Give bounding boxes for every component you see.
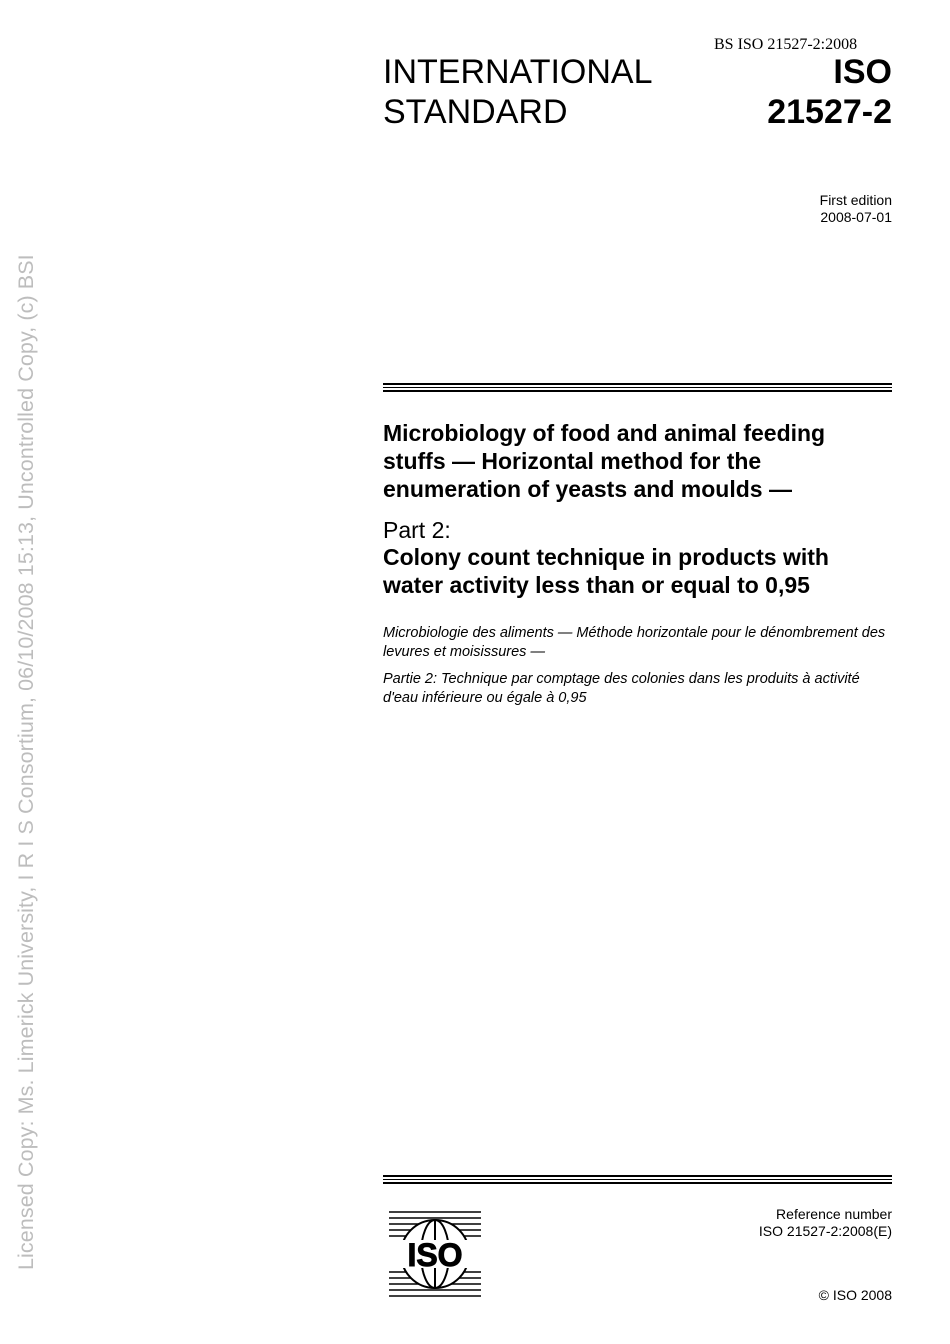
english-part-label: Part 2: bbox=[383, 517, 451, 543]
license-watermark: Licensed Copy: Ms. Limerick University, I R I S Consortium, 06/10/2008 15:13, Uncontrolled Copy, (c) BSI bbox=[14, 254, 38, 1270]
edition-date: 2008-07-01 bbox=[820, 209, 892, 225]
reference-number: ISO 21527-2:2008(E) bbox=[758, 1223, 892, 1239]
french-part-title: Partie 2: Technique par comptage des colonies dans les produits à activité d'eau inférieure ou égale à 0,95 bbox=[383, 671, 860, 706]
copyright: © ISO 2008 bbox=[818, 1287, 892, 1303]
standard-type bbox=[383, 52, 653, 132]
iso-logo-text: ISO bbox=[407, 1237, 463, 1273]
top-divider bbox=[383, 383, 892, 392]
english-title: Microbiology of food and animal feeding stuffs — Horizontal method for the enumeration of yeasts and moulds — bbox=[383, 420, 826, 502]
standard-number: 21527-2 bbox=[767, 93, 892, 131]
bottom-divider bbox=[383, 1175, 892, 1184]
bs-standard-number: BS ISO 21527-2:2008 bbox=[714, 36, 858, 53]
standard-identifier bbox=[767, 52, 892, 132]
iso-globe-icon bbox=[387, 1206, 483, 1302]
iso-logo bbox=[387, 1206, 483, 1302]
french-title: Microbiologie des aliments — Méthode horizontale pour le dénombrement des levures et moisissures — bbox=[383, 625, 886, 660]
reference-block bbox=[759, 1206, 892, 1240]
standard-type-line1: INTERNATIONAL bbox=[383, 53, 653, 91]
reference-label: Reference number bbox=[776, 1206, 892, 1222]
english-part-title: Colony count technique in products with water activity less than or equal to 0,95 bbox=[383, 544, 829, 598]
standard-type-line2: STANDARD bbox=[383, 93, 568, 131]
iso-label: ISO bbox=[833, 53, 892, 91]
edition-label: First edition bbox=[819, 192, 892, 208]
edition-block bbox=[820, 192, 892, 226]
